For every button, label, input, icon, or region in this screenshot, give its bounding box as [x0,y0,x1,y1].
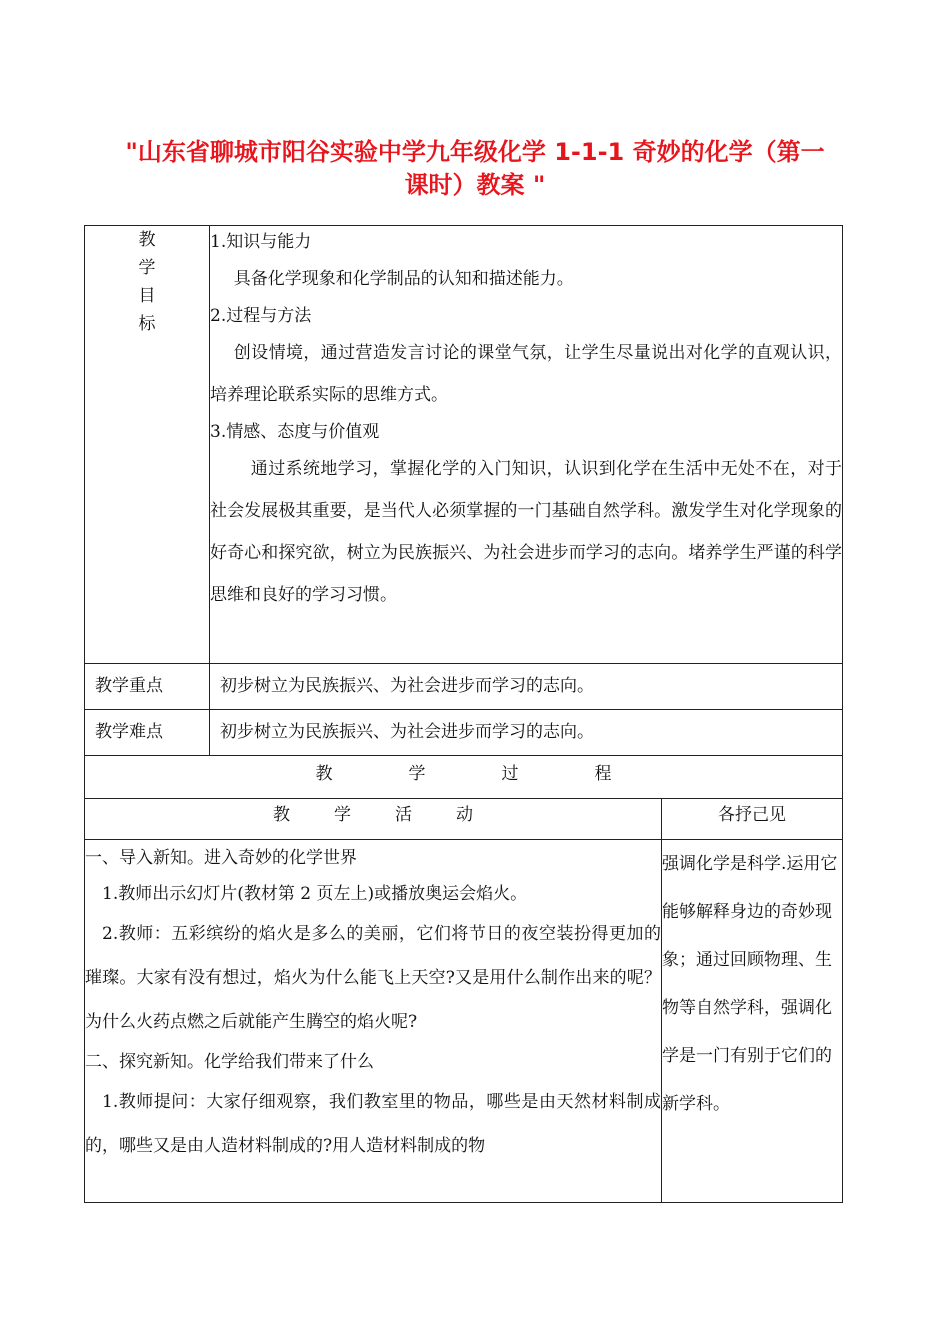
objective-heading-attitude: 3.情感、态度与价值观 [210,422,380,442]
label-char: 目 [138,286,156,306]
notes-content [662,840,843,1203]
section-intro-heading: 一、导入新知。进入奇妙的化学世界 [85,848,357,868]
label-char: 教 [138,230,156,250]
key-point-label: 教学重点 [85,664,210,710]
section-explore-step-1: 1.教师提问：大家仔细观察，我们教室里的物品，哪些是由天然材料制成的，哪些又是由人造材料制成的?用人造材料制成的物 [85,1092,661,1156]
section-intro-step-2: 2.教师：五彩缤纷的焰火是多么的美丽，它们将节日的夜空装扮得更加的璀璨。大家有没有想过，焰火为什么能飞上天空?又是用什么制作出来的呢？为什么火药点燃之后就能产生腾空的焰火呢? [85,924,661,1032]
process-header-char: 过 [501,764,519,784]
process-header-row [85,756,843,799]
section-intro-step-1: 1.教师出示幻灯片(教材第 2 页左上)或播放奥运会焰火。 [102,884,528,904]
activity-header [85,799,662,840]
difficulty-value: 初步树立为民族振兴、为社会进步而学习的志向。 [210,710,843,756]
activity-row [85,840,843,1203]
title-line-1: "山东省聊城市阳谷实验中学九年级化学 1-1-1 奇妙的化学（第一 [125,138,825,166]
process-header-char: 教 [315,764,333,784]
process-header [85,756,843,799]
objective-text-process: 创设情境，通过营造发言讨论的课堂气氛，让学生尽量说出对化学的直观认识，培养理论联系实际的思维方式。 [210,343,843,405]
activity-header-char: 活 [395,805,412,825]
objective-text-attitude: 通过系统地学习，掌握化学的入门知识，认识到化学在生活中无处不在，对于社会发展极其重要，是当代人必须掌握的一门基础自然学科。激发学生对化学现象的好奇心和探究欲，树立为民族振兴、为社会进步而学习的志向。堵养学生严谨的科学思维和良好的学习习惯。 [210,459,843,605]
process-header-char: 程 [594,764,612,784]
activity-header-char: 动 [456,805,473,825]
activity-header-row [85,799,843,840]
objective-heading-process: 2.过程与方法 [210,306,312,326]
difficulty-row [85,710,843,756]
notes-header: 各抒己见 [662,799,843,840]
difficulty-label: 教学难点 [85,710,210,756]
objectives-row [85,226,843,664]
activity-header-char: 教 [273,805,290,825]
title-line-2: 课时）教案 " [404,171,546,199]
objective-text-knowledge: 具备化学现象和化学制品的认知和描述能力。 [233,269,574,289]
key-point-row [85,664,843,710]
objectives-content [210,226,843,664]
objective-heading-knowledge: 1.知识与能力 [210,232,312,252]
lesson-plan-table [84,225,843,1203]
objectives-label [85,226,210,664]
process-header-char: 学 [408,764,426,784]
activity-header-char: 学 [334,805,351,825]
document-title [60,136,890,202]
section-explore-heading: 二、探究新知。化学给我们带来了什么 [85,1052,374,1072]
activity-content [85,840,662,1203]
label-char: 学 [138,258,156,278]
label-char: 标 [138,314,156,334]
key-point-value: 初步树立为民族振兴、为社会进步而学习的志向。 [210,664,843,710]
notes-text: 强调化学是科学.运用它能够解释身边的奇妙现象；通过回顾物理、生物等自然学科，强调化学是一门有别于它们的新学科。 [662,854,838,1114]
